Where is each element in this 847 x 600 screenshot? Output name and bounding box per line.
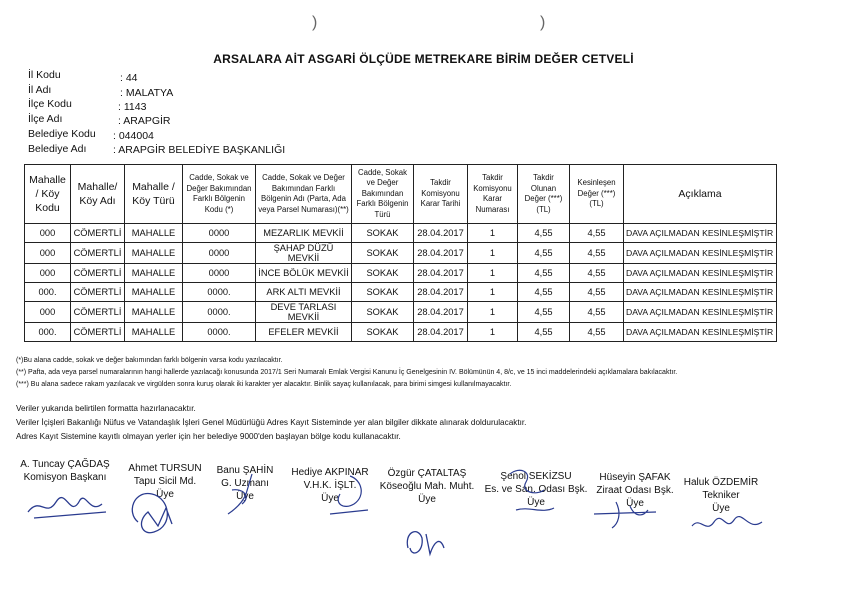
cell-karar-numarasi: 1 (468, 243, 518, 264)
cell-aciklama: DAVA AÇILMADAN KESİNLEŞMİŞTİR (624, 323, 777, 342)
cell-mahalle-turu: MAHALLE (125, 264, 183, 283)
cell-bolge-kodu: 0000 (183, 264, 256, 283)
handwritten-signature-5 (496, 462, 566, 522)
signatory-role: Komisyon Başkanı (23, 472, 107, 483)
meta-label-il-adi: İl Adı (28, 84, 52, 96)
value-table (24, 164, 777, 342)
cell-takdir-degeri: 4,55 (518, 323, 570, 342)
col-header-bolge-turu: Cadde, Sokak ve Değer Bakımından Farklı Bölgenin Türü (352, 165, 414, 224)
meta-value-belediye-adi: : ARAPGİR BELEDİYE BAŞKANLIĞI (113, 144, 286, 156)
cell-aciklama: DAVA AÇILMADAN KESİNLEŞMİŞTİR (624, 243, 777, 264)
col-header-kesin-deger: Kesinleşen Değer (***) (TL) (570, 165, 624, 224)
cell-kesin-deger: 4,55 (570, 224, 624, 243)
cell-karar-tarihi: 28.04.2017 (414, 224, 468, 243)
cell-mahalle-adi: CÖMERTLİ (71, 302, 125, 323)
cell-bolge-kodu: 0000 (183, 243, 256, 264)
cell-mahalle-turu: MAHALLE (125, 224, 183, 243)
table-header-row (25, 165, 777, 224)
meta-label-ilce-kodu: İlçe Kodu (28, 98, 72, 110)
cell-kesin-deger: 4,55 (570, 323, 624, 342)
cell-takdir-degeri: 4,55 (518, 243, 570, 264)
table-row (25, 264, 777, 283)
signatory-name: Haluk ÖZDEMİR (683, 477, 759, 488)
cell-bolge-turu: SOKAK (352, 323, 414, 342)
signatory-extra: Üye (626, 498, 644, 509)
cell-bolge-adi: ARK ALTI MEVKİİ (256, 283, 352, 302)
cell-mahalle-kodu: 000 (25, 224, 71, 243)
instruction-2: Veriler İçişleri Bakanlığı Nüfus ve Vatandaşlık İşleri Genel Müdürlüğü Adres Kayıt Sisteminde yer alan bilgiler dikkate alınarak doldurulacaktır. (16, 418, 527, 427)
cell-karar-numarasi: 1 (468, 302, 518, 323)
signatory-extra: Üye (527, 497, 545, 508)
cell-mahalle-adi: CÖMERTLİ (71, 323, 125, 342)
cell-aciklama: DAVA AÇILMADAN KESİNLEŞMİŞTİR (624, 264, 777, 283)
signatory-role: V.H.K. İŞLT. (303, 480, 357, 491)
cell-bolge-kodu: 0000 (183, 224, 256, 243)
table-row (25, 283, 777, 302)
cell-takdir-degeri: 4,55 (518, 302, 570, 323)
cell-mahalle-turu: MAHALLE (125, 283, 183, 302)
instruction-3: Adres Kayıt Sistemine kayıtlı olmayan yerler için her belediye 9000'den başlayan bölge kodu kullanacaktır. (16, 432, 401, 441)
table-row (25, 323, 777, 342)
signatory-name: A. Tuncay ÇAĞDAŞ (20, 459, 110, 470)
meta-value-ilce-kodu: : 1143 (118, 101, 147, 113)
cell-mahalle-adi: CÖMERTLİ (71, 224, 125, 243)
handwritten-signature-7 (686, 508, 770, 538)
signatory-name: Banu ŞAHİN (216, 465, 274, 476)
signatory-role: Ziraat Odası Bşk. (596, 485, 674, 496)
cell-bolge-kodu: 0000. (183, 302, 256, 323)
cell-bolge-turu: SOKAK (352, 224, 414, 243)
meta-value-il-kodu: : 44 (120, 72, 138, 84)
table-row (25, 243, 777, 264)
cell-karar-numarasi: 1 (468, 264, 518, 283)
col-header-bolge-adi: Cadde, Sokak ve Değer Bakımından Farklı Bölgenin Adı (Parta, Ada veya Parsel Numarası)(**) (256, 165, 352, 224)
signatory-extra: Üye (418, 494, 436, 505)
signatory-name: Şenol SEKİZSU (500, 471, 572, 482)
signatory-4 (368, 467, 486, 506)
signatory-name: Ahmet TURSUN (128, 463, 202, 474)
cell-kesin-deger: 4,55 (570, 264, 624, 283)
meta-value-il-adi: : MALATYA (120, 87, 174, 99)
cell-karar-tarihi: 28.04.2017 (414, 302, 468, 323)
cell-bolge-turu: SOKAK (352, 302, 414, 323)
cell-mahalle-turu: MAHALLE (125, 323, 183, 342)
signatory-role: G. Uzmanı (221, 478, 269, 489)
cell-aciklama: DAVA AÇILMADAN KESİNLEŞMİŞTİR (624, 302, 777, 323)
col-header-mahalle-turu: Mahalle / Köy Türü (125, 165, 183, 224)
cell-mahalle-adi: CÖMERTLİ (71, 283, 125, 302)
punch-hole-left: ) (312, 14, 318, 31)
col-header-bolge-kodu: Cadde, Sokak ve Değer Bakımından Farklı Bölgenin Kodu (*) (183, 165, 256, 224)
cell-bolge-adi: DEVE TARLASI MEVKİİ (256, 302, 352, 323)
meta-label-ilce-adi: İlçe Adı (28, 113, 63, 125)
cell-takdir-degeri: 4,55 (518, 283, 570, 302)
cell-mahalle-turu: MAHALLE (125, 243, 183, 264)
signatory-name: Hediye AKPINAR (291, 467, 369, 478)
cell-bolge-adi: MEZARLIK MEVKİİ (256, 224, 352, 243)
cell-bolge-turu: SOKAK (352, 243, 414, 264)
signatory-role: Es. ve San. Odası Bşk. (484, 484, 588, 495)
cell-bolge-turu: SOKAK (352, 283, 414, 302)
cell-kesin-deger: 4,55 (570, 302, 624, 323)
cell-aciklama: DAVA AÇILMADAN KESİNLEŞMİŞTİR (624, 224, 777, 243)
meta-label-belediye-adi: Belediye Adı (28, 143, 87, 155)
cell-kesin-deger: 4,55 (570, 243, 624, 264)
cell-bolge-adi: ŞAHAP DÜZÜ MEVKİİ (256, 243, 352, 264)
footnote-2: (**) Pafta, ada veya parsel numaralarının hangi hallerde yazılacağı konusunda 2017/1 Seri Numaralı Emlak Vergisi Kanunu İç Genelgesinin IV. Bölümünün 4, 8/c, ve 15 inci maddelerindeki açıklamalara bakılacaktır. (16, 369, 678, 376)
signatory-extra: Üye (321, 493, 339, 504)
handwritten-signature-3 (310, 470, 380, 525)
handwritten-signature-0 (20, 478, 120, 538)
signatory-role: Tapu Sicil Md. (133, 476, 197, 487)
cell-mahalle-adi: CÖMERTLİ (71, 243, 125, 264)
signatory-name: Özgür ÇATALTAŞ (387, 468, 467, 479)
handwritten-signature-6 (586, 494, 666, 534)
cell-mahalle-adi: CÖMERTLİ (71, 264, 125, 283)
cell-bolge-kodu: 0000. (183, 283, 256, 302)
signatory-extra: Üye (712, 503, 730, 514)
cell-karar-tarihi: 28.04.2017 (414, 264, 468, 283)
cell-kesin-deger: 4,55 (570, 283, 624, 302)
cell-takdir-degeri: 4,55 (518, 264, 570, 283)
cell-mahalle-kodu: 000. (25, 323, 71, 342)
cell-mahalle-kodu: 000 (25, 264, 71, 283)
signatory-name: Hüseyin ŞAFAK (599, 472, 671, 483)
cell-mahalle-kodu: 000. (25, 283, 71, 302)
instruction-1: Veriler yukarıda belirtilen formatta hazırlanacaktır. (16, 404, 196, 413)
col-header-karar-tarihi: Takdir Komisyonu Karar Tarihi (414, 165, 468, 224)
document-title: ARSALARA AİT ASGARİ ÖLÇÜDE METREKARE BİRİM DEĞER CETVELİ (213, 52, 634, 66)
cell-mahalle-turu: MAHALLE (125, 302, 183, 323)
cell-mahalle-kodu: 000 (25, 302, 71, 323)
handwritten-signature-4 (398, 508, 468, 568)
cell-karar-tarihi: 28.04.2017 (414, 283, 468, 302)
col-header-karar-numarasi: Takdir Komisyonu Karar Numarası (468, 165, 518, 224)
col-header-takdir-degeri: Takdir Olunan Değer (***) (TL) (518, 165, 570, 224)
footnote-3: (***) Bu alana sadece rakam yazılacak ve virgülden sonra kuruş olarak iki karakter yer alacaktır. Binlik sayaç kullanılacak, para birimi simgesi kullanılmayacaktır. (16, 381, 512, 388)
meta-label-il-kodu: İl Kodu (28, 69, 61, 81)
meta-value-belediye-kodu: : 044004 (113, 130, 154, 142)
cell-takdir-degeri: 4,55 (518, 224, 570, 243)
handwritten-signature-1 (118, 482, 198, 542)
signatory-role: Köseoğlu Mah. Muht. (379, 481, 475, 492)
cell-bolge-turu: SOKAK (352, 264, 414, 283)
footnote-1: (*)Bu alana cadde, sokak ve değer bakımından farklı bölgenin varsa kodu yazılacaktır. (16, 357, 283, 364)
signatory-extra: Üye (156, 489, 174, 500)
cell-mahalle-kodu: 000 (25, 243, 71, 264)
table-row (25, 302, 777, 323)
meta-label-belediye-kodu: Belediye Kodu (28, 128, 96, 140)
cell-karar-tarihi: 28.04.2017 (414, 243, 468, 264)
col-header-mahalle-kodu: Mahalle / Köy Kodu (25, 165, 71, 224)
cell-bolge-adi: İNCE BÖLÜK MEVKİİ (256, 264, 352, 283)
cell-bolge-kodu: 0000. (183, 323, 256, 342)
col-header-mahalle-adi: Mahalle/ Köy Adı (71, 165, 125, 224)
cell-karar-numarasi: 1 (468, 283, 518, 302)
signatory-role: Tekniker (702, 490, 740, 501)
meta-value-ilce-adi: : ARAPGİR (118, 115, 171, 127)
col-header-aciklama: Açıklama (624, 165, 777, 224)
table-row (25, 224, 777, 243)
cell-bolge-adi: EFELER MEVKİİ (256, 323, 352, 342)
handwritten-signature-2 (212, 470, 272, 530)
cell-karar-numarasi: 1 (468, 224, 518, 243)
cell-karar-numarasi: 1 (468, 323, 518, 342)
cell-aciklama: DAVA AÇILMADAN KESİNLEŞMİŞTİR (624, 283, 777, 302)
signatory-extra: Üye (236, 491, 254, 502)
cell-karar-tarihi: 28.04.2017 (414, 323, 468, 342)
punch-hole-right: ) (540, 14, 546, 31)
